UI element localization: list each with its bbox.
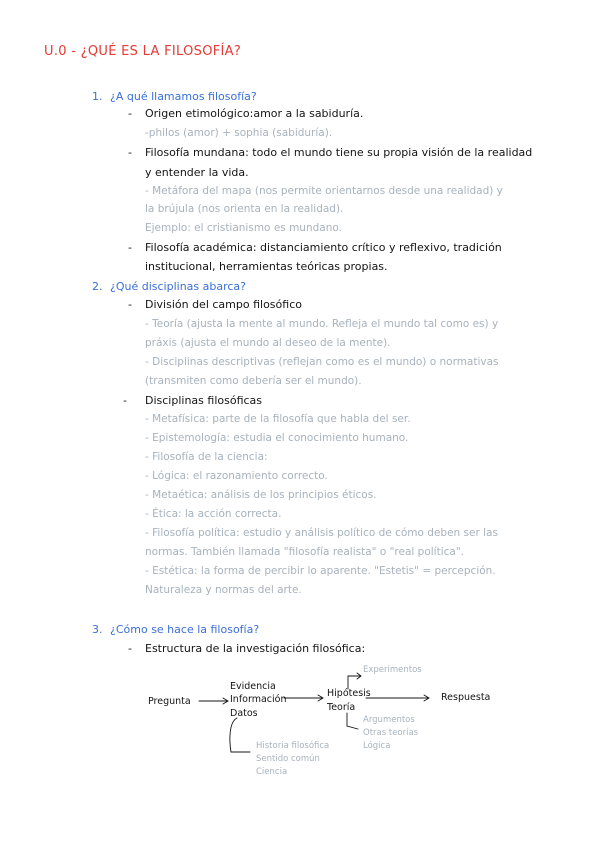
mundana-note-1: - Metáfora del mapa (nos permite orientarnos desde una realidad) y <box>145 185 503 197</box>
bullet-dash: - <box>128 241 132 254</box>
mundana-line-2: y entender la vida. <box>145 166 249 179</box>
diagram-datos: Datos <box>230 708 258 719</box>
section-2-number: 2. <box>92 280 103 293</box>
section-2-heading: ¿Qué disciplinas abarca? <box>110 280 247 293</box>
disc-logica: - Lógica: el razonamiento correcto. <box>145 470 328 482</box>
diagram-argumentos: Argumentos <box>363 715 415 725</box>
disc-estetica-1: - Estética: la forma de percibir lo aparente. "Estetis" = percepción. <box>145 565 496 577</box>
mundana-note-2: la brújula (nos orienta en la realidad). <box>145 203 344 215</box>
diagram-historia: Historia filosófica <box>256 741 330 751</box>
diagram-informacion: Información <box>230 694 287 705</box>
division-text: División del campo filosófico <box>145 298 302 311</box>
diagram-ciencia: Ciencia <box>256 767 288 777</box>
branch-argumentos <box>347 713 358 729</box>
division-note-3: - Disciplinas descriptivas (reflejan como es el mundo) o normativas <box>145 356 499 368</box>
origin-text: Origen etimológico:amor a la sabiduría. <box>145 107 364 120</box>
bullet-dash: - <box>128 642 132 655</box>
division-note-4: (transmiten como debería ser el mundo). <box>145 375 362 387</box>
section-3-heading: ¿Cómo se hace la filosofía? <box>110 623 260 636</box>
bullet-dash: - <box>123 394 127 407</box>
page-title: U.0 - ¿QUÉ ES LA FILOSOFÍA? <box>44 44 242 59</box>
disc-metafisica: - Metafísica: parte de la filosofía que habla del ser. <box>145 413 411 425</box>
bullet-dash: - <box>128 146 132 159</box>
section-1-heading: ¿A qué llamamos filosofía? <box>110 90 257 103</box>
mundana-note-3: Ejemplo: el cristianismo es mundano. <box>145 222 342 234</box>
diagram-teoria: Teoría <box>327 702 356 713</box>
diagram-sentido-comun: Sentido común <box>256 754 320 764</box>
disc-etica: - Ética: la acción correcta. <box>145 508 282 520</box>
branch-historia <box>230 718 250 752</box>
disciplinas-text: Disciplinas filosóficas <box>145 394 263 407</box>
bullet-dash: - <box>128 298 132 311</box>
division-note-2: práxis (ajusta el mundo al deseo de la mente). <box>145 337 391 349</box>
diagram-hipotesis: Hipótesis <box>327 688 371 699</box>
disc-ciencia: - Filosofía de la ciencia: <box>145 451 268 463</box>
section-3-number: 3. <box>92 623 103 636</box>
estructura-text: Estructura de la investigación filosófica: <box>145 642 366 655</box>
diagram-otras-teorias: Otras teorías <box>363 728 419 738</box>
bullet-dash: - <box>128 107 132 120</box>
diagram-respuesta: Respuesta <box>441 692 491 703</box>
diagram-pregunta: Pregunta <box>148 696 191 707</box>
academica-line-2: institucional, herramientas teóricas propias. <box>145 260 388 273</box>
disc-politica-1: - Filosofía política: estudio y análisis político de cómo deben ser las <box>145 527 498 539</box>
diagram-evidencia: Evidencia <box>230 681 276 692</box>
disc-metaetica: - Metaética: análisis de los principios éticos. <box>145 489 377 501</box>
origin-note: -philos (amor) + sophia (sabiduría). <box>145 127 333 139</box>
disc-politica-2: normas. También llamada "filosofía realista" o "real política". <box>145 546 464 558</box>
academica-line-1: Filosofía académica: distanciamiento crítico y reflexivo, tradición <box>145 241 502 254</box>
mundana-line-1: Filosofía mundana: todo el mundo tiene su propia visión de la realidad <box>145 146 533 159</box>
section-1-number: 1. <box>92 90 103 103</box>
disc-epistemologia: - Epistemología: estudia el conocimiento humano. <box>145 432 409 444</box>
division-note-1: - Teoría (ajusta la mente al mundo. Refleja el mundo tal como es) y <box>145 318 499 330</box>
diagram-experimentos: Experimentos <box>363 665 422 675</box>
disc-estetica-2: Naturaleza y normas del arte. <box>145 584 302 596</box>
diagram-logica: Lógica <box>363 741 391 751</box>
